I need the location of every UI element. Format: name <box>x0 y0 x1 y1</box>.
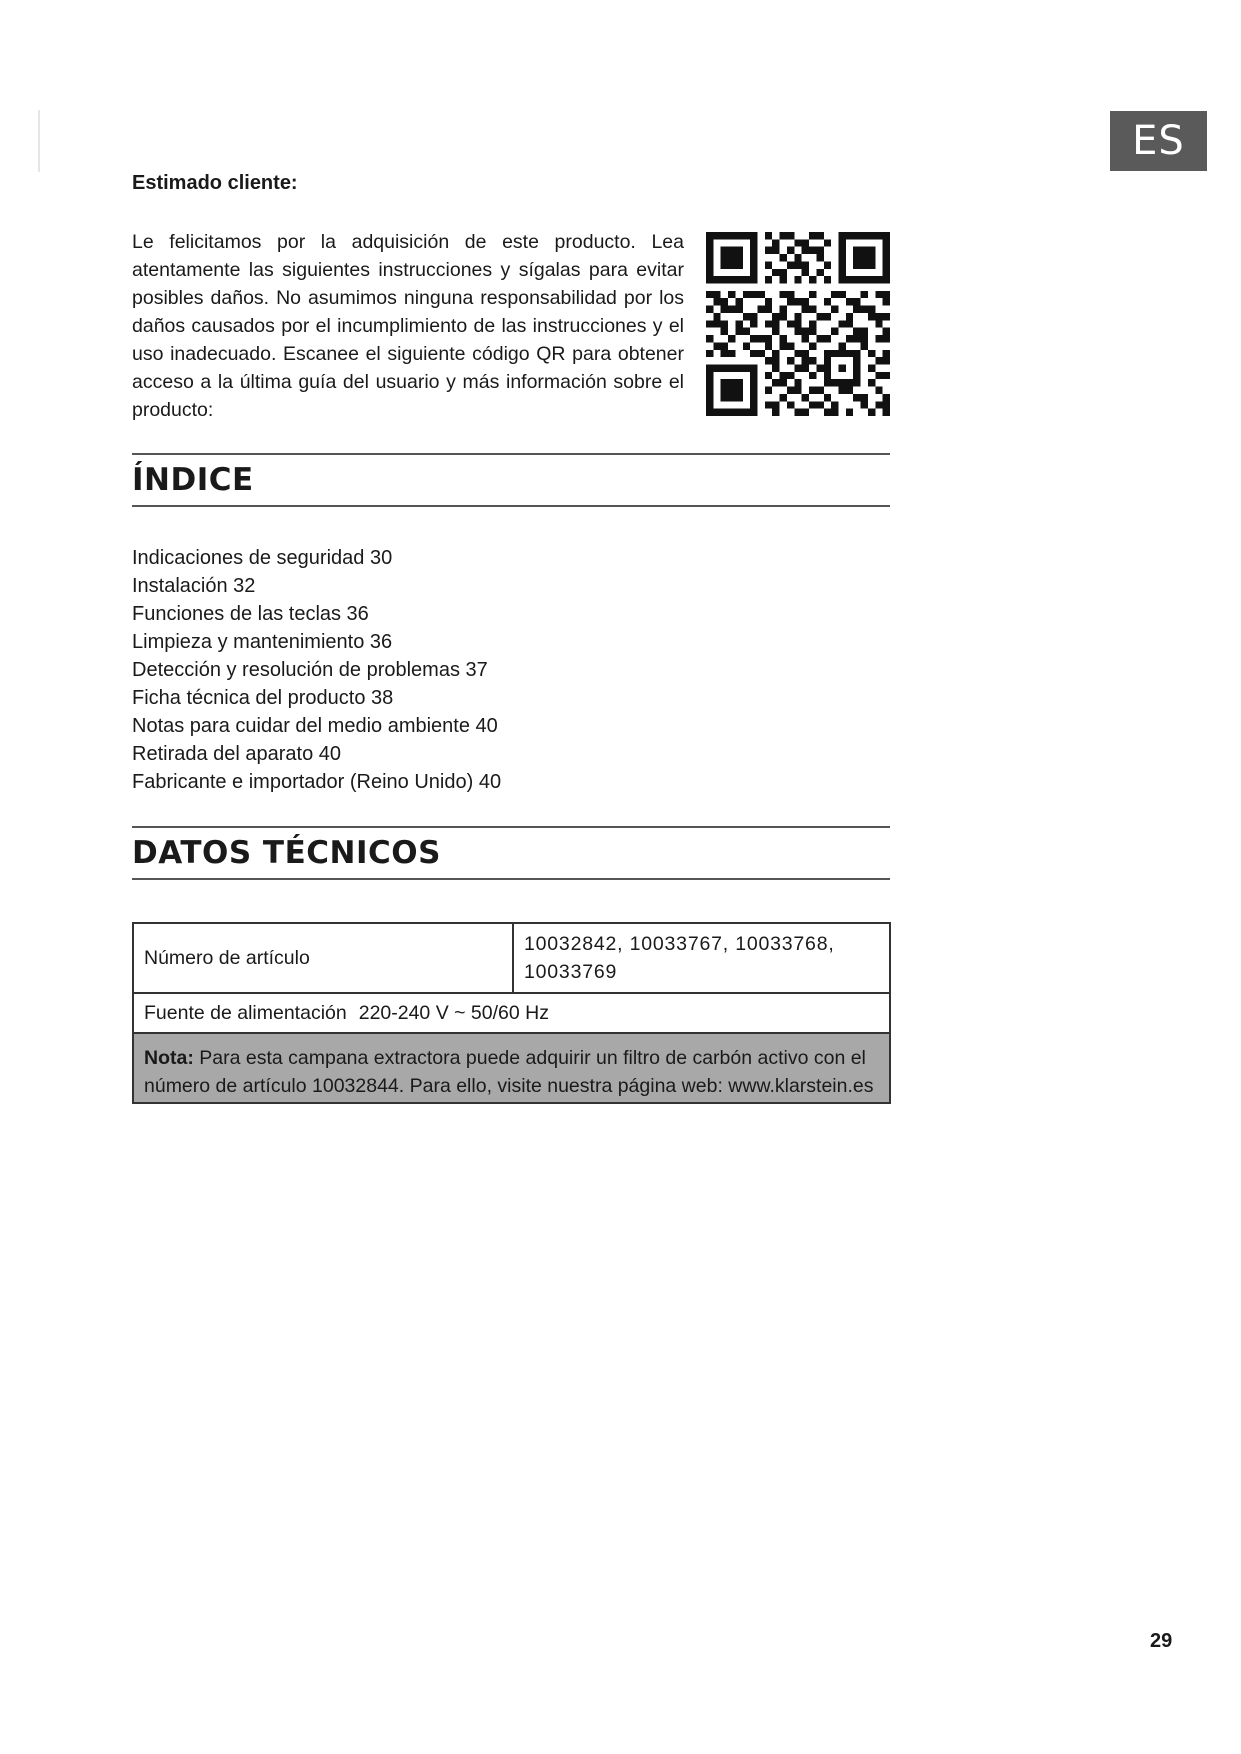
index-item: Limpieza y mantenimiento 36 <box>132 631 393 653</box>
spec-table <box>132 922 891 1104</box>
article-number-label: Número de artículo <box>133 923 513 993</box>
page-number: 29 <box>1150 1630 1173 1652</box>
index-item: Ficha técnica del producto 38 <box>132 687 394 709</box>
index-item: Detección y resolución de problemas 37 <box>132 659 488 681</box>
note-label: Nota: <box>144 1047 194 1069</box>
table-row <box>133 923 890 993</box>
language-tab: ES <box>1110 111 1207 171</box>
greeting: Estimado cliente: <box>132 172 298 194</box>
index-section-header <box>132 453 890 507</box>
article-number-value: 10032842, 10033767, 10033768, 10033769 <box>513 923 890 993</box>
power-supply-label: Fuente de alimentación <box>144 1002 347 1024</box>
index-item: Notas para cuidar del medio ambiente 40 <box>132 715 498 737</box>
power-supply-cell <box>133 993 890 1033</box>
tech-title: DATOS TÉCNICOS <box>132 835 441 871</box>
note-cell <box>133 1033 890 1103</box>
note-text: Para esta campana extractora puede adquirir un filtro de carbón activo con el número de artículo 10032844. Para ello, visite nuestra página web: www.klarstein.es <box>144 1047 874 1097</box>
table-row <box>133 993 890 1033</box>
table-row <box>133 1033 890 1103</box>
index-title: ÍNDICE <box>132 462 254 498</box>
index-list <box>132 544 501 796</box>
index-item: Retirada del aparato 40 <box>132 743 342 765</box>
power-supply-value: 220-240 V ~ 50/60 Hz <box>358 1002 549 1024</box>
index-item: Indicaciones de seguridad 30 <box>132 547 393 569</box>
index-item: Fabricante e importador (Reino Unido) 40 <box>132 771 502 793</box>
margin-mark <box>38 110 40 172</box>
qr-code-icon <box>706 232 890 416</box>
index-item: Funciones de las teclas 36 <box>132 603 369 625</box>
intro-paragraph: Le felicitamos por la adquisición de este producto. Lea atentamente las siguientes instrucciones y sígalas para evitar posibles daños. No asumimos ninguna responsabilidad por los daños causados por el incumplimiento de las instrucciones y el uso inadecuado. Escanee el siguiente código QR para obtener acceso a la última guía del usuario y más información sobre el producto: <box>132 231 684 421</box>
tech-section-header <box>132 826 890 880</box>
index-item: Instalación 32 <box>132 575 256 597</box>
